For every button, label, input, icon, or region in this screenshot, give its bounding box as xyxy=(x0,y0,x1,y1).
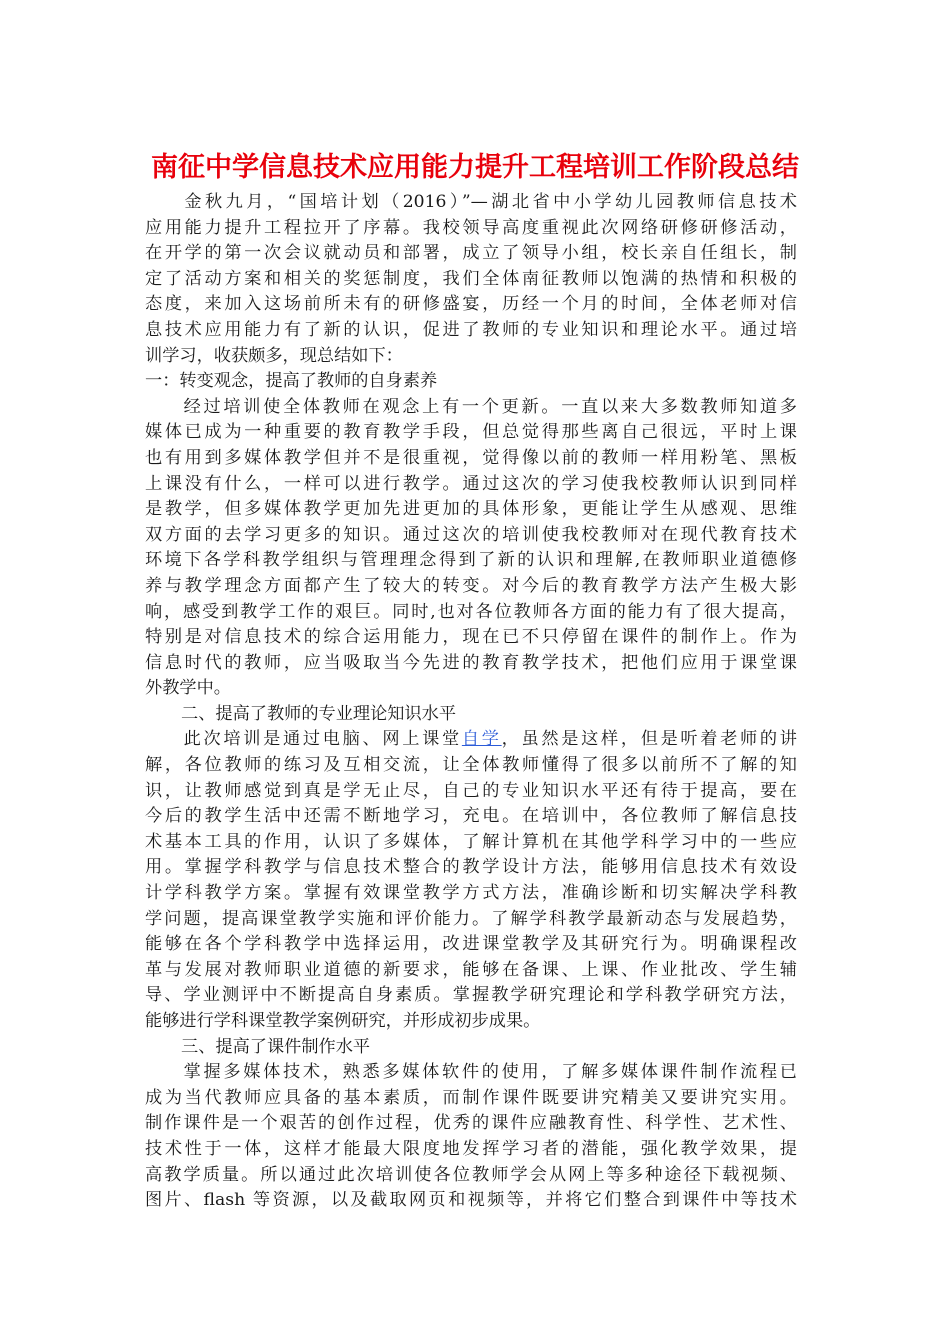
text-line: 图片、flash 等资源，以及截取网页和视频等，并将它们整合到课件中等技术 xyxy=(145,1190,797,1211)
section-1-paragraph xyxy=(145,395,797,702)
text-line: 金秋九月，“国培计划（2016）”—湖北省中小学幼儿园教师信息技术 xyxy=(181,192,797,212)
self-study-link[interactable]: 自学 xyxy=(461,729,502,750)
text-line: 信息时代的教师，应当吸取当今先进的教育教学技术，把他们应用于课堂课 xyxy=(145,652,797,673)
text-line: 态度，来加入这场前所未有的研修盛宴，历经一个月的时间，全体老师对信 xyxy=(145,294,797,315)
text-line: 定了活动方案和相关的奖惩制度，我们全体南征教师以饱满的热情和积极的 xyxy=(145,268,797,289)
text-line: 训学习，收获颇多，现总结如下： xyxy=(145,345,403,366)
text-line: 上课没有什么，一样可以进行教学。通过这次的学习使我校教师认识到同样 xyxy=(145,473,797,494)
text-line: 能够在各个学科教学中选择运用，改进课堂教学及其研究行为。明确课程改 xyxy=(145,934,797,955)
section-3-paragraph xyxy=(145,1060,797,1214)
text-line: 应用能力提升工程拉开了序幕。我校领导高度重视此次网络研修研修活动， xyxy=(145,217,797,238)
text-line: 是教学，但多媒体教学更加先进更加的具体形象，更能让学生从感观、思维 xyxy=(145,499,797,520)
section-heading-2: 二、提高了教师的专业理论知识水平 xyxy=(181,703,457,724)
text-line: 用。掌握学科教学与信息技术整合的教学设计方法，能够用信息技术有效设 xyxy=(145,857,797,878)
text-line: 特别是对信息技术的综合运用能力，现在已不只停留在课件的制作上。作为 xyxy=(145,627,797,648)
text-line: 息技术应用能力有了新的认识，促进了教师的专业知识和理论水平。通过培 xyxy=(145,319,797,340)
text-line: 在开学的第一次会议就动员和部署，成立了领导小组，校长亲自任组长，制 xyxy=(145,243,797,264)
document-body xyxy=(145,190,797,1214)
text-line: 识，让教师感觉到真是学无止尽，自己的专业知识水平还有待于提高，要在 xyxy=(145,780,797,801)
document-title: 南征中学信息技术应用能力提升工程培训工作阶段总结 xyxy=(151,152,799,183)
text-line: 成为当代教师应具备的基本素质，而制作课件既要讲究精美又要讲究实用。 xyxy=(145,1087,797,1108)
section-heading-3: 三、提高了课件制作水平 xyxy=(181,1036,371,1057)
intro-paragraph xyxy=(145,190,797,369)
text-line: 高教学质量。所以通过此次培训使各位教师学会从网上等多种途径下载视频、 xyxy=(145,1164,797,1185)
text-line: 媒体已成为一种重要的教育教学手段，但总觉得那些离自己很远，平时上课 xyxy=(145,422,797,443)
text-line: 环境下各学科教学组织与管理理念得到了新的认识和理解,在教师职业道德修 xyxy=(145,550,797,571)
text-line: 响，感受到教学工作的艰巨。同时,也对各位教师各方面的能力有了很大提高， xyxy=(145,601,797,622)
text-line: 经过培训使全体教师在观念上有一个更新。一直以来大多数教师知道多 xyxy=(181,396,797,417)
text-line: 学问题，提高课堂教学实施和评价能力。了解学科教学最新动态与发展趋势， xyxy=(145,908,797,929)
text-line: 术基本工具的作用，认识了多媒体，了解计算机在其他学科学习中的一些应 xyxy=(145,831,797,852)
text-line: 能够进行学科课堂教学案例研究，并形成初步成果。 xyxy=(145,1011,541,1031)
text-line: 革与发展对教师职业道德的新要求，能够在备课、上课、作业批改、学生辅 xyxy=(145,959,797,980)
text-line: 计学科教学方案。掌握有效课堂教学方式方法，准确诊断和切实解决学科教 xyxy=(145,883,797,904)
section-heading-1: 一：转变观念，提高了教师的自身素养 xyxy=(145,371,438,392)
text-line: 今后的教学生活中还需不断地学习，充电。在培训中，各位教师了解信息技 xyxy=(145,806,797,827)
text-line: 也有用到多媒体教学但并不是很重视，觉得像以前的教师一样用粉笔、黑板 xyxy=(145,447,797,468)
text-line: 双方面的去学习更多的知识。通过这次的培训使我校教师对在现代教育技术 xyxy=(145,524,797,545)
text-line: 外教学中。 xyxy=(145,678,231,699)
text-line: 养与教学理念方面都产生了较大的转变。对今后的教育教学方法产生极大影 xyxy=(145,575,797,596)
text-line: 导、学业测评中不断提高自身素质。掌握教学研究理论和学科教学研究方法， xyxy=(145,985,797,1006)
text-line: 制作课件是一个艰苦的创作过程，优秀的课件应融教育性、科学性、艺术性、 xyxy=(145,1113,797,1134)
text-line: 技术性于一体，这样才能最大限度地发挥学习者的潜能，强化教学效果，提 xyxy=(145,1138,797,1159)
section-2-paragraph xyxy=(145,727,797,1034)
text-line: 掌握多媒体技术，熟悉多媒体软件的使用，了解多媒体课件制作流程已 xyxy=(181,1062,797,1083)
text-line: 此次培训是通过电脑、网上课堂自学，虽然是这样，但是听着老师的讲 xyxy=(181,729,797,750)
text-line: 解，各位教师的练习及互相交流，让全体教师懂得了很多以前所不了解的知 xyxy=(145,755,797,776)
